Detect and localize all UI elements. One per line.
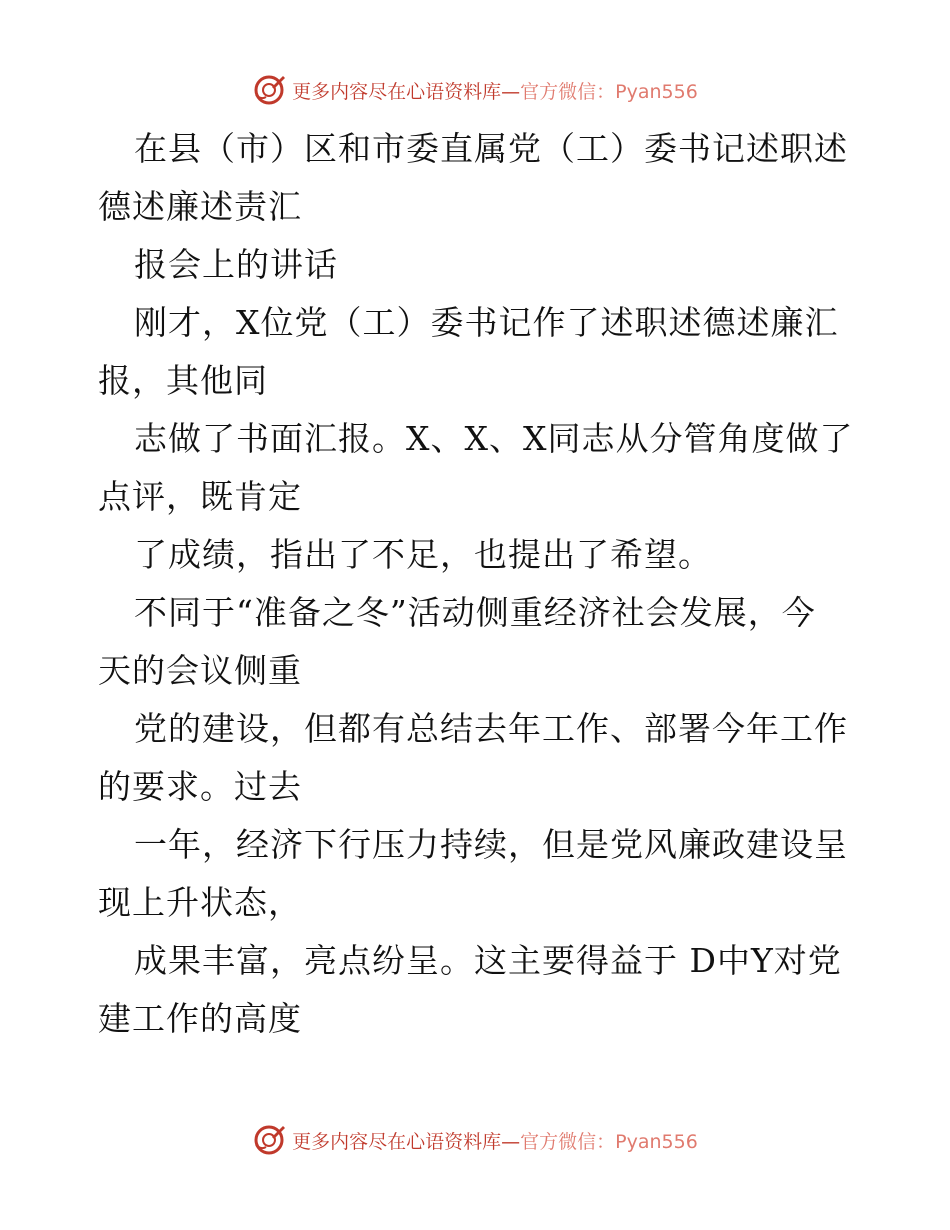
text-line: 现上升状态， <box>98 883 302 922</box>
watermark-wechat: 官方微信：Pyan556 <box>520 1130 698 1153</box>
watermark-text: 更多内容尽在心语资料库—官方微信：Pyan556 <box>292 80 698 103</box>
text-line: 志做了书面汇报。X、X、X同志从分管角度做了 <box>134 419 854 458</box>
text-line: 成果丰富，亮点纷呈。这主要得益于 D中Y对党 <box>134 941 842 980</box>
footer-watermark-banner <box>0 1120 950 1160</box>
text-line: 了成绩，指出了不足，也提出了希望。 <box>134 535 712 574</box>
text-line: 一年，经济下行压力持续，但是党风廉政建设呈 <box>134 825 848 864</box>
text-line: 刚才，X位党（工）委书记作了述职述德述廉汇 <box>134 303 839 342</box>
text-line: 天的会议侧重 <box>98 651 302 690</box>
document-body <box>98 120 858 1048</box>
text-line: 党的建设，但都有总结去年工作、部署今年工作 <box>134 709 848 748</box>
watermark-wechat: 官方微信：Pyan556 <box>520 80 698 103</box>
text-line: 建工作的高度 <box>98 999 302 1038</box>
text-line: 在县（市）区和市委直属党（工）委书记述职述 <box>134 129 848 168</box>
text-line: 报，其他同 <box>98 361 268 400</box>
brand-logo-icon <box>252 1123 286 1157</box>
text-line: 不同于“准备之冬”活动侧重经济社会发展，今 <box>134 593 816 632</box>
text-line: 德述廉述责汇 <box>98 187 302 226</box>
brand-logo-icon <box>252 73 286 107</box>
text-line: 点评，既肯定 <box>98 477 302 516</box>
text-line: 报会上的讲话 <box>134 245 338 284</box>
header-watermark-banner <box>0 70 950 110</box>
watermark-text: 更多内容尽在心语资料库—官方微信：Pyan556 <box>292 1130 698 1153</box>
text-line: 的要求。过去 <box>98 767 302 806</box>
